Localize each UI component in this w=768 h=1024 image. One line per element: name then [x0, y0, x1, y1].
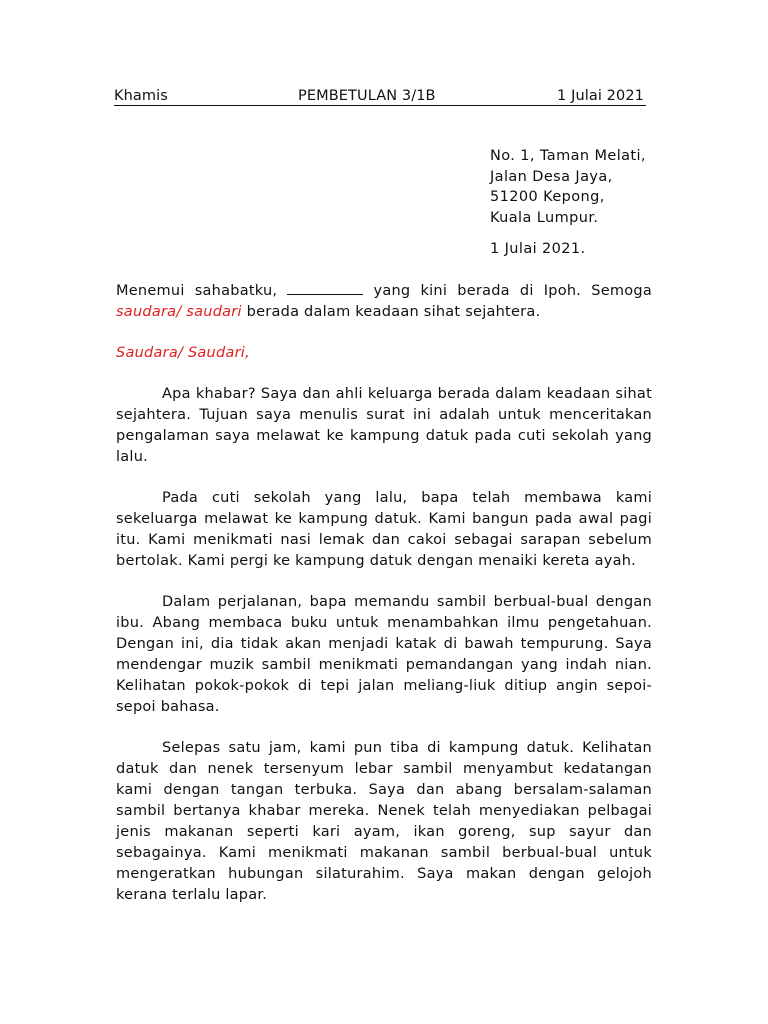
paragraph-3: Dalam perjalanan, bapa memandu sambil berbual-bual dengan ibu. Abang membaca buku untuk menambahkan ilmu pengetahuan. Dengan ini, dia tidak akan menjadi katak di bawah tempurung. Saya mendengar muzik sambil menikmati pemandangan yang indah nian. Kelihatan pokok-pokok di tepi jalan meliang-liuk ditiup angin sepoi-sepoi bahasa. — [116, 594, 652, 715]
paragraph-2: Pada cuti sekolah yang lalu, bapa telah membawa kami sekeluarga melawat ke kampung datuk. Kami bangun pada awal pagi itu. Kami menikmati nasi lemak dan cakoi sebagai sarapan sebelum bertolak. Kami pergi ke kampung datuk dengan menaiki kereta ayah. — [116, 490, 652, 569]
greeting-part-2: yang kini berada di Ipoh. Semoga — [363, 283, 652, 299]
address-line-1: No. 1, Taman Melati, — [490, 148, 646, 164]
address-line-2: Jalan Desa Jaya, — [490, 168, 613, 185]
paragraph-4: Selepas satu jam, kami pun tiba di kampung datuk. Kelihatan datuk dan nenek tersenyum lebar sambil menyambut kedatangan kami dengan tangan terbuka. Saya dan abang bersalam-salaman sambil bertanya khabar mereka. Nenek telah menyediakan pelbagai jenis makanan seperti kari ayam, ikan goreng, sup sayur dan sebagainya. Kami menikmati makanan sambil berbual-bual untuk mengeratkan hubungan silaturahim. Saya makan dengan gelojoh kerana terlalu lapar. — [116, 740, 652, 903]
address-line-3: 51200 Kepong, — [490, 189, 605, 205]
letter-date: 1 Julai 2021. — [490, 241, 586, 257]
greeting — [116, 281, 652, 323]
address-line-4: Kuala Lumpur. — [490, 209, 599, 226]
sender-address — [490, 146, 646, 228]
header-line — [114, 86, 646, 106]
greeting-red-text: saudara/ saudari — [116, 304, 242, 320]
greeting-part-1: Menemui sahabatku, — [116, 283, 288, 299]
name-blank — [287, 282, 363, 295]
salutation: Saudara/ Saudari, — [116, 345, 250, 361]
greeting-part-3: berada dalam keadaan sihat sejahtera. — [241, 304, 541, 320]
header-title: PEMBETULAN 3/1B — [298, 88, 436, 104]
header-day: Khamis — [114, 88, 168, 104]
letter-body — [116, 281, 652, 926]
header-date: 1 Julai 2021 — [557, 88, 644, 104]
paragraph-1: Apa khabar? Saya dan ahli keluarga berada dalam keadaan sihat sejahtera. Tujuan saya menulis surat ini adalah untuk menceritakan pengalaman saya melawat ke kampung datuk pada cuti sekolah yang lalu. — [116, 386, 652, 465]
